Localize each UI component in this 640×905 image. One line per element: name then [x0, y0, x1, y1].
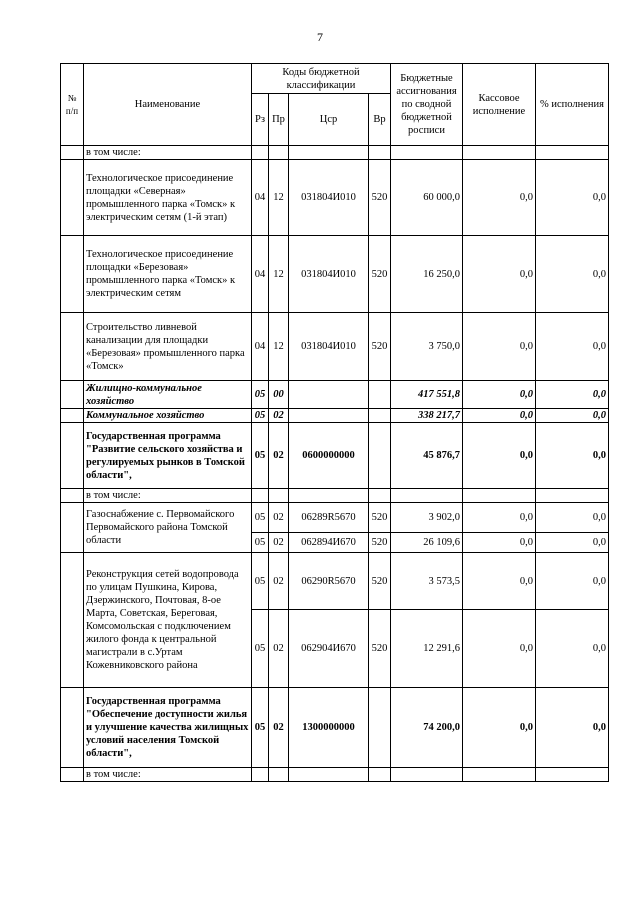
row-name: Реконструкция сетей водопровода по улицам Пушкина, Кирова, Дзержинского, Почтовая, 8-ое Марта, Советская, Береговая, Комсомольская с подключением жилого фонда к центральной магистрали в с.Уртам Кожевниковского района [84, 553, 252, 688]
table-row [61, 553, 609, 610]
cell-rz: 04 [252, 236, 269, 313]
cell-vr [369, 423, 391, 489]
cell-vr: 520 [369, 160, 391, 236]
table-row [61, 160, 609, 236]
cell-vr [369, 688, 391, 768]
header-cash: Кассовое исполнение [463, 64, 536, 146]
header-name: Наименование [84, 64, 252, 146]
table-row [61, 768, 609, 782]
cell-pct: 0,0 [536, 409, 609, 423]
cell-assign: 74 200,0 [391, 688, 463, 768]
table-row [61, 503, 609, 533]
row-name: Жилищно-коммунальное хозяйство [84, 381, 252, 409]
cell-assign: 417 551,8 [391, 381, 463, 409]
cell-pct: 0,0 [536, 610, 609, 688]
cell-assign: 3 750,0 [391, 313, 463, 381]
table-row [61, 489, 609, 503]
table-row [61, 146, 609, 160]
header-rz: Рз [252, 94, 269, 146]
row-name: Технологическое присоединение площадки «Березовая» промышленного парка «Томск» к электрическим сетям [84, 236, 252, 313]
cell-pr: 02 [269, 423, 289, 489]
cell-pct: 0,0 [536, 423, 609, 489]
header-pct: % исполнения [536, 64, 609, 146]
cell-pr: 02 [269, 409, 289, 423]
header-pr: Пр [269, 94, 289, 146]
cell-csr: 031804И010 [289, 236, 369, 313]
cell-rz: 05 [252, 533, 269, 553]
row-name: Газоснабжение с. Первомайского Первомайского района Томской области [84, 503, 252, 553]
cell-csr: 1300000000 [289, 688, 369, 768]
cell-pr: 02 [269, 688, 289, 768]
cell-vr: 520 [369, 503, 391, 533]
cell-rz: 05 [252, 381, 269, 409]
cell-assign: 3 902,0 [391, 503, 463, 533]
cell-cash: 0,0 [463, 423, 536, 489]
row-name: Коммунальное хозяйство [84, 409, 252, 423]
cell-cash: 0,0 [463, 409, 536, 423]
table-row [61, 409, 609, 423]
header-vr: Вр [369, 94, 391, 146]
cell-pr: 02 [269, 503, 289, 533]
table-row [61, 313, 609, 381]
cell-pct: 0,0 [536, 313, 609, 381]
cell-pr: 02 [269, 533, 289, 553]
cell-cash: 0,0 [463, 236, 536, 313]
cell-pr: 12 [269, 313, 289, 381]
header-assign: Бюджетные ассигнования по сводной бюджетной росписи [391, 64, 463, 146]
row-name: в том числе: [84, 768, 252, 782]
cell-pct: 0,0 [536, 160, 609, 236]
header-csr: Цср [289, 94, 369, 146]
row-name: Технологическое присоединение площадки «Северная» промышленного парка «Томск» к электрическим сетям (1-й этап) [84, 160, 252, 236]
cell-pr: 00 [269, 381, 289, 409]
cell-vr: 520 [369, 553, 391, 610]
cell-cash: 0,0 [463, 160, 536, 236]
cell-rz: 05 [252, 503, 269, 533]
cell-assign: 45 876,7 [391, 423, 463, 489]
cell-csr [289, 381, 369, 409]
cell-vr: 520 [369, 610, 391, 688]
cell-pct: 0,0 [536, 236, 609, 313]
cell-csr: 062894И670 [289, 533, 369, 553]
cell-csr: 06290R5670 [289, 553, 369, 610]
cell-cash: 0,0 [463, 381, 536, 409]
cell-pct: 0,0 [536, 688, 609, 768]
table-row [61, 381, 609, 409]
cell-pr: 02 [269, 553, 289, 610]
cell-vr [369, 409, 391, 423]
cell-pct: 0,0 [536, 503, 609, 533]
cell-vr: 520 [369, 533, 391, 553]
row-name: в том числе: [84, 489, 252, 503]
cell-cash: 0,0 [463, 313, 536, 381]
cell-csr: 031804И010 [289, 313, 369, 381]
cell-cash: 0,0 [463, 553, 536, 610]
cell-rz: 05 [252, 553, 269, 610]
cell-pr: 12 [269, 160, 289, 236]
cell-cash: 0,0 [463, 503, 536, 533]
cell-pr: 12 [269, 236, 289, 313]
cell-rz: 05 [252, 610, 269, 688]
row-name: Строительство ливневой канализации для площадки «Березовая» промышленного парка «Томск» [84, 313, 252, 381]
cell-rz: 04 [252, 313, 269, 381]
row-name: Государственная программа "Развитие сельского хозяйства и регулируемых рынков в Томской области", [84, 423, 252, 489]
cell-pct: 0,0 [536, 381, 609, 409]
cell-assign: 16 250,0 [391, 236, 463, 313]
cell-rz: 05 [252, 409, 269, 423]
cell-cash: 0,0 [463, 610, 536, 688]
cell-cash: 0,0 [463, 533, 536, 553]
row-name: в том числе: [84, 146, 252, 160]
cell-cash: 0,0 [463, 688, 536, 768]
cell-rz: 05 [252, 423, 269, 489]
cell-pct: 0,0 [536, 553, 609, 610]
cell-vr: 520 [369, 313, 391, 381]
cell-assign: 12 291,6 [391, 610, 463, 688]
cell-assign: 60 000,0 [391, 160, 463, 236]
cell-csr: 062904И670 [289, 610, 369, 688]
cell-csr: 06289R5670 [289, 503, 369, 533]
table-row [61, 423, 609, 489]
cell-vr [369, 381, 391, 409]
header-codes: Коды бюджетной классификации [252, 64, 391, 94]
cell-pr: 02 [269, 610, 289, 688]
header-num: № п/п [61, 64, 84, 146]
cell-assign: 3 573,5 [391, 553, 463, 610]
cell-assign: 26 109,6 [391, 533, 463, 553]
cell-vr: 520 [369, 236, 391, 313]
budget-table [60, 63, 609, 782]
cell-csr [289, 409, 369, 423]
cell-pct: 0,0 [536, 533, 609, 553]
cell-csr: 0600000000 [289, 423, 369, 489]
cell-rz: 05 [252, 688, 269, 768]
table-row [61, 236, 609, 313]
cell-csr: 031804И010 [289, 160, 369, 236]
page-number: 7 [317, 30, 323, 44]
cell-rz: 04 [252, 160, 269, 236]
cell-assign: 338 217,7 [391, 409, 463, 423]
table-row [61, 688, 609, 768]
row-name: Государственная программа "Обеспечение доступности жилья и улучшение качества жилищных условий населения Томской области", [84, 688, 252, 768]
